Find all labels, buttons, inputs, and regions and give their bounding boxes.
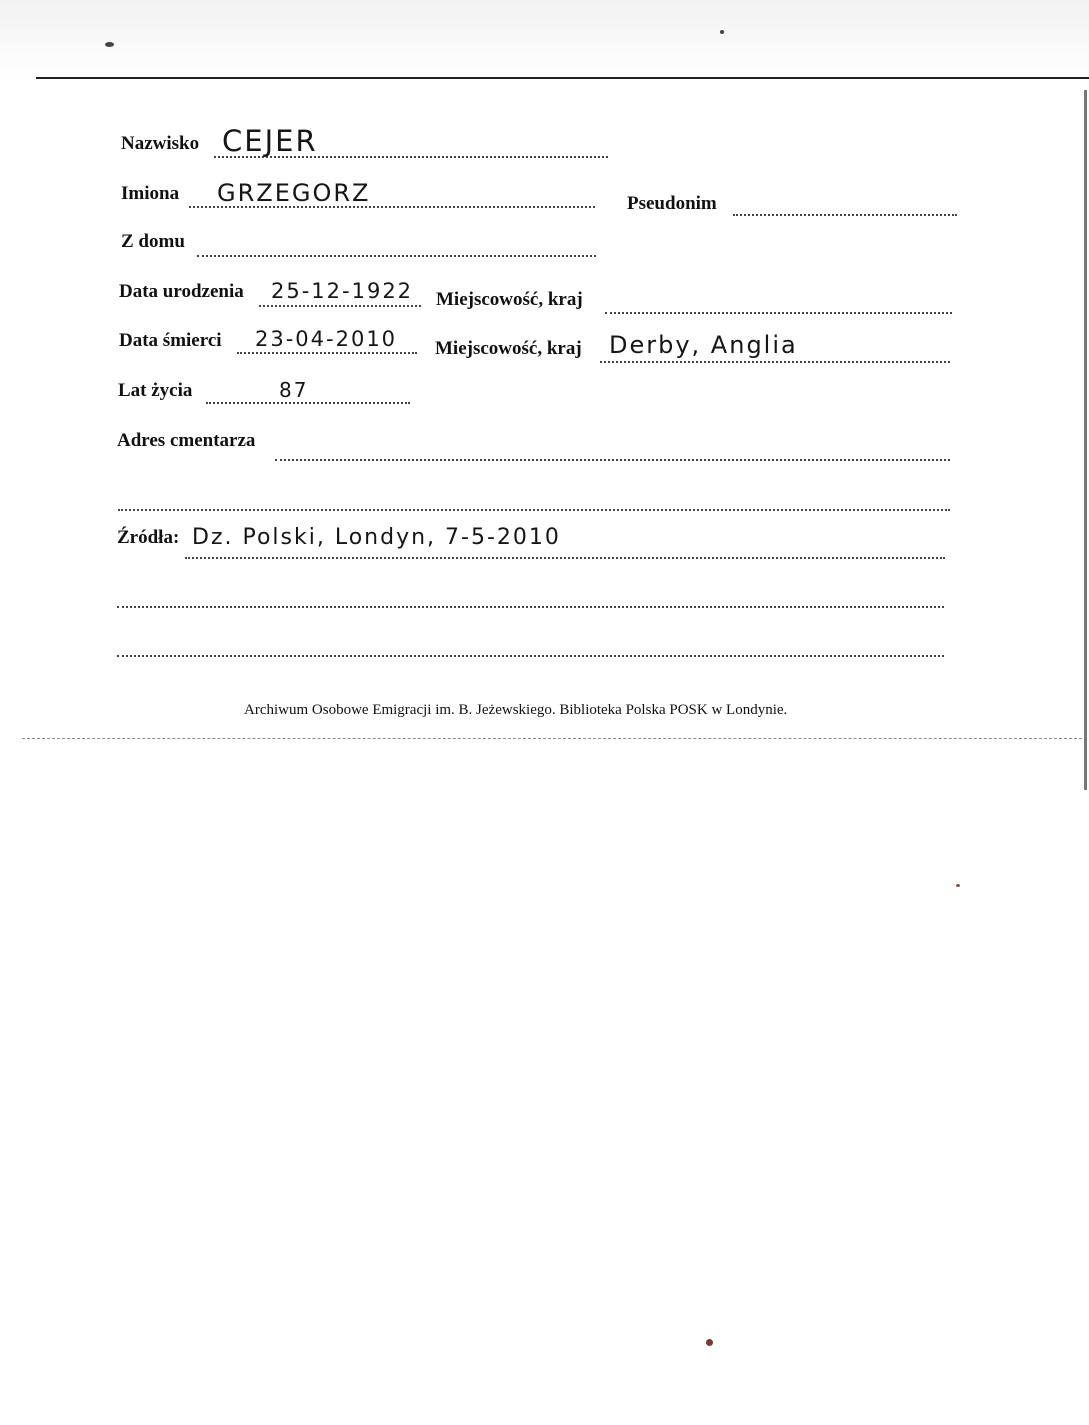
zrodla-line-3 xyxy=(117,655,944,657)
zrodla-value[interactable]: Dz. Polski, Londyn, 7-5-2010 xyxy=(192,525,561,550)
ink-speck xyxy=(105,42,114,47)
zrodla-line-1 xyxy=(185,557,945,559)
fold-line xyxy=(22,738,1082,739)
miejscowosc-urodzenia-line xyxy=(605,312,952,314)
adres-cmentarza-line-1 xyxy=(275,459,950,461)
miejscowosc-smierci-line xyxy=(600,361,950,363)
scan-top-margin xyxy=(0,0,1089,80)
ink-speck xyxy=(720,30,724,34)
data-smierci-line xyxy=(237,352,417,354)
data-smierci-value[interactable]: 23-04-2010 xyxy=(255,327,398,351)
data-smierci-label: Data śmierci xyxy=(119,330,222,351)
zrodla-line-2 xyxy=(117,606,944,608)
pseudonim-label: Pseudonim xyxy=(627,193,717,214)
pseudonim-line xyxy=(733,214,957,216)
z-domu-label: Z domu xyxy=(121,231,185,252)
imiona-value[interactable]: GRZEGORZ xyxy=(217,179,371,207)
nazwisko-label: Nazwisko xyxy=(121,133,200,154)
card-right-edge xyxy=(1084,90,1087,790)
imiona-label: Imiona xyxy=(121,183,180,204)
lat-zycia-label: Lat życia xyxy=(118,380,193,401)
data-urodzenia-line xyxy=(259,305,421,307)
card-top-edge xyxy=(36,77,1089,79)
ink-speck xyxy=(956,884,960,887)
ink-speck xyxy=(706,1339,713,1346)
lat-zycia-line xyxy=(206,402,410,404)
lat-zycia-value[interactable]: 87 xyxy=(279,378,309,402)
miejscowosc-smierci-label: Miejscowość, kraj xyxy=(435,338,582,359)
miejscowosc-smierci-value[interactable]: Derby, Anglia xyxy=(609,331,798,359)
archive-footer: Archiwum Osobowe Emigracji im. B. Jeżewskiego. Biblioteka Polska POSK w Londynie. xyxy=(244,702,788,718)
miejscowosc-urodzenia-label: Miejscowość, kraj xyxy=(436,289,583,310)
adres-cmentarza-line-2 xyxy=(118,509,950,511)
z-domu-line xyxy=(197,255,596,257)
data-urodzenia-value[interactable]: 25-12-1922 xyxy=(271,279,414,303)
data-urodzenia-label: Data urodzenia xyxy=(119,281,244,302)
adres-cmentarza-label: Adres cmentarza xyxy=(117,430,256,451)
nazwisko-value[interactable]: CEJER xyxy=(222,124,318,158)
zrodla-label: Źródła: xyxy=(117,527,180,548)
